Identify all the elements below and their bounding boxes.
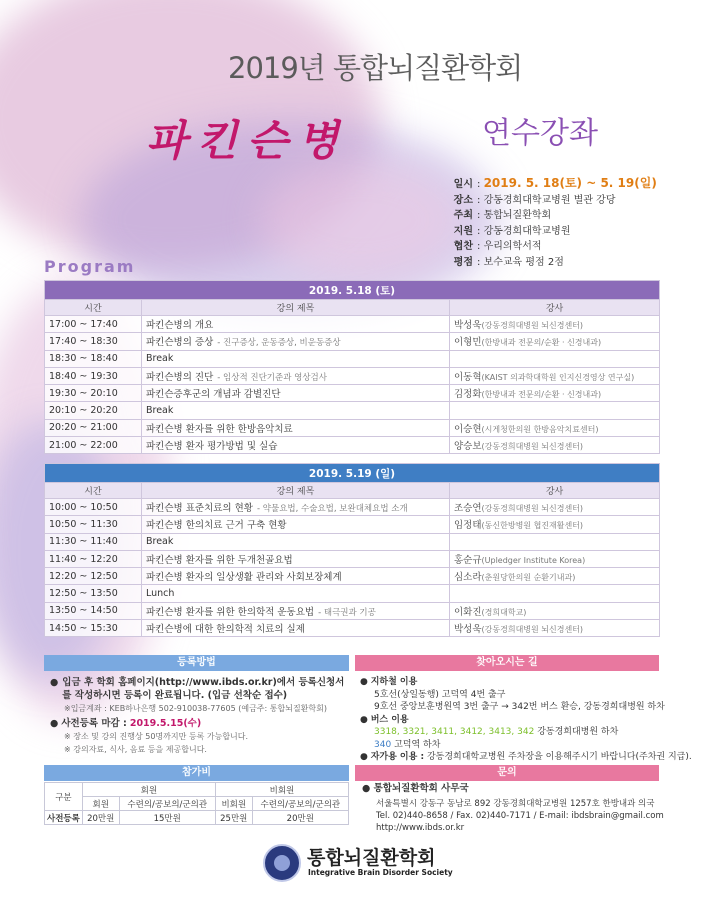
account-info: ※입금계좌 : KEB하나은행 502-910038-77605 (예금주: 통합뇌질환학회) [64,704,327,713]
table-row [45,516,660,533]
speaker-cell: 홍순규(Upledger Institute Korea) [450,550,660,567]
info-venue: 장소 : 강동경희대학교병원 별관 강당 [453,194,616,206]
speaker-cell: 양승보(강동경희대병원 뇌신경센터) [450,437,660,454]
day2-header: 2019. 5.19 (일) [45,464,660,483]
event-info [437,176,657,270]
speaker-cell [450,533,660,550]
time-cell: 17:00 ~ 17:40 [45,316,142,333]
registration-item: ● 입금 후 학회 홈페이지(http://www.ibds.or.kr)에서 등록신청서를 작성하시면 등록이 완료됩니다. (입금 선착순 접수) [50,677,345,701]
table-row [45,550,660,567]
year-title: 2019년 통합뇌질환학회 [228,51,523,85]
info-support: 지원 : 강동경희대학교병원 [453,225,571,237]
table-row [45,499,660,516]
time-cell: 18:30 ~ 18:40 [45,350,142,367]
table-row [45,602,660,619]
lecture-cell: 파킨슨증후군의 개념과 감별진단 [142,385,450,402]
table-row [45,620,660,637]
speaker-cell: 임정태(동신한방병원 협진재활센터) [450,516,660,533]
directions-heading: 찾아오시는 길 [355,655,659,671]
time-cell: 10:50 ~ 11:30 [45,516,142,533]
fees-table: 구분 회원 비회원 회원 수련의/공보의/군의관 비회원 수련의/공보의/군의관 사전등록 20만원 15만원 25만원 20만원 [44,782,349,825]
lecture-cell: 파킨슨병에 대한 한의학적 치료의 실제 [142,620,450,637]
lecture-cell: 파킨슨병 환자를 위한 한방음악치료 [142,419,450,436]
time-cell: 18:40 ~ 19:30 [45,367,142,384]
lecture-cell: 파킨슨병의 증상 - 진구증상, 운동증상, 비운동증상 [142,333,450,350]
brain-seal-icon [263,844,301,882]
deadline: ● 사전등록 마감 : 2019.5.15(수) [50,718,202,729]
table-row [45,437,660,454]
main-title: 파킨슨병 [146,116,349,165]
schedule-day2 [44,463,660,637]
time-cell: 13:50 ~ 14:50 [45,602,142,619]
speaker-cell: 조승연(강동경희대병원 뇌신경센터) [450,499,660,516]
time-cell: 12:50 ~ 13:50 [45,585,142,602]
time-cell: 12:20 ~ 12:50 [45,568,142,585]
table-row [45,316,660,333]
speaker-cell: 박성욱(강동경희대병원 뇌신경센터) [450,316,660,333]
column-headers: 시간 강의 제목 강사 [45,483,660,499]
time-cell: 19:30 ~ 20:10 [45,385,142,402]
time-cell: 14:50 ~ 15:30 [45,620,142,637]
lecture-cell: 파킨슨병 환자의 일상생활 관리와 사회보장체계 [142,568,450,585]
info-date: 일시 : 2019. 5. 18(토) ~ 5. 19(일) [453,176,657,190]
speaker-cell: 이승현(시게청한의원 한방음악치료센터) [450,419,660,436]
info-sponsor: 협찬 : 우리의학서적 [453,241,542,252]
speaker-cell: 김정화(한방내과 전문의/순환 · 신경내과) [450,385,660,402]
table-row [45,419,660,436]
lecture-cell: 파킨슨병 환자를 위한 한의학적 운동요법 - 태극권과 기공 [142,602,450,619]
directions-info: ● 지하철 이용 5호선(상일동행) 고덕역 4번 출구 9호선 중앙보훈병원역 3번 출구 → 342번 버스 환승, 강동경희대병원 하차 ● 버스 이용 3318, 3321, 3411, 3412, 3413, 342 강동경희대병원 하차 340 고덕역 하차 ● 자가용 이용 : 강동경희대학교병원 주차장을 이용해주시기 바랍니다(주차권 지급). [360,677,692,762]
poster: 2019년 통합뇌질환학회 파킨슨병 연수강좌 일시 : 2019. 5. 18(토) ~ 5. 19(일) 장소 : 강동경희대학교병원 별관 강당 주최 : 통합뇌질환학회 지원 : 강동경희대학교병원 협찬 : 우리의학서적 평점 : 보수교육 평점 2점 Program 2019. 5.18 (토) 시간 강의 제목 강사 17:00 ~ 17:40 파킨슨병의 개요 박성욱(강동경희대병원 뇌신경센터) 17:40 ~ 18:30 파킨슨병의 증상 - 진구증상, 운동증상, 비운동증상 이형민(한방내과 전문의/순환 · 신경내과) 18:30 ~ 18:40 Break 18:40 ~ 19:30 파킨슨병의 진단 - 임상적 진단기준과 영상검사 이동혁(KAIST 의과학대학원 인지신경영상 연구실) 19:30 ~ 20:10 파킨슨증후군의 개념과 감별진단 김정화(한방내과 전문의/순환 · 신경내과) 20:10 ~ 20:20 Break 20:20 ~ 21:00 파킨슨병 환자를 위한 한방음악치료 이승현(시게청한의원 한방음악치료센터) 21:00 ~ 22:00 파킨슨병 환자 평가방법 및 실습 양승보(강동경희대병원 뇌신경센터) 2019. 5.19 (일) 시간 강의 제목 강사 10:00 ~ 10:50 파킨슨병 표준치료의 현황 - 약물요법, 수술요법, 보완대체요법 소개 조승연(강동경희대병원 뇌신경센터) 10:50 ~ 11:30 파킨슨병 한의치료 근거 구축 현황 임정태(동신한방병원 협진재활센터) 11:30 ~ 11:40 Break 11:40 ~ 12:20 파킨슨병 환자를 위한 두개천골요법 홍순규(Upledger Institute Korea) 12:20 ~ 12:50 파킨슨병 환자의 일상생활 관리와 사회보장체계 심소라(춘원당한의원 순환기내과) 12:50 ~ 13:50 Lunch 13:50 ~ 14:50 파킨슨병 환자를 위한 한의학적 운동요법 - 태극권과 기공 이화진(경희대학교) 14:50 ~ 15:30 파킨슨병에 대한 한의학적 치료의 실제 박성욱(강동경희대병원 뇌신경센터) 등록방법 ● 입금 후 학회 홈페이지(http://www.ibds.or.kr)에서 등록신청서를 작성하시면 등록이 완료됩니다. (입금 선착순 접수) ※입금계좌 : KEB하나은행 502-910038-77605 (예금주: 통합뇌질환학회) ● 사전등록 마감 : 2019.5.15(수) ※ 장소 및 강의 진행상 50명까지만 등록 가능합니다. ※ 강의자료, 식사, 음료 등을 제공합니다. 찾아오시는 길 ● 지하철 이용 5호선(상일동행) 고덕역 4번 출구 9호선 중앙보훈병원역 3번 출구 → 342번 버스 환승, 강동경희대병원 하차 ● 버스 이용 3318, 3321, 3411, 3412, 3413, 342 강동경희대병원 하차 340 고덕역 하차 ● 자가용 이용 : 강동경희대학교병원 주차장을 이용해주시기 바랍니다(주차권 지급). 참가비 구분 회원 비회원 회원 수련의/공보의/군의관 비회원 수련의/공보의/군의관 사전등록 20만원 15만원 25만원 20만원 문의 ● 통합뇌질환학회 사무국 서울특별시 강동구 동남로 892 강동경희대학교병원 1257호 한방내과 의국 Tel. 02)440-8658 / Fax. 02)440-7171 / E-mail: ibdsbrain@gmail.com http://www.ibds.or.kr 통합뇌질환학회 Integrative Brain Disorder Society [0,0,701,904]
watercolor-wash [260,160,460,280]
table-row [45,585,660,602]
time-cell: 11:40 ~ 12:20 [45,550,142,567]
lecture-cell: 파킨슨병 환자를 위한 두개천골요법 [142,550,450,567]
column-headers: 시간 강의 제목 강사 [45,300,660,316]
lecture-cell: 파킨슨병 환자 평가방법 및 실습 [142,437,450,454]
time-cell: 20:10 ~ 20:20 [45,402,142,419]
day1-header: 2019. 5.18 (토) [45,281,660,300]
table-row [45,385,660,402]
table-row [45,568,660,585]
info-credit: 평점 : 보수교육 평점 2점 [453,256,564,268]
table-row [45,402,660,419]
time-cell: 21:00 ~ 22:00 [45,437,142,454]
contact-info: ● 통합뇌질환학회 사무국 서울특별시 강동구 동남로 892 강동경희대학교병원 1257호 한방내과 의국 Tel. 02)440-8658 / Fax. 02)440-7171 / E-mail: ibdsbrain@gmail.com http://www.ibds.or.kr [362,783,664,833]
registration-info: ● 입금 후 학회 홈페이지(http://www.ibds.or.kr)에서 등록신청서를 작성하시면 등록이 완료됩니다. (입금 선착순 접수) ※입금계좌 : KEB하나은행 502-910038-77605 (예금주: 통합뇌질환학회) ● 사전등록 마감 : 2019.5.15(수) ※ 장소 및 강의 진행상 50명까지만 등록 가능합니다. ※ 강의자료, 식사, 음료 등을 제공합니다. [50,676,350,756]
program-label: Program [44,257,136,276]
schedule-day1 [44,280,660,454]
speaker-cell [450,350,660,367]
time-cell: 17:40 ~ 18:30 [45,333,142,350]
speaker-cell: 이화진(경희대학교) [450,602,660,619]
speaker-cell: 이형민(한방내과 전문의/순환 · 신경내과) [450,333,660,350]
fees-heading: 참가비 [44,765,349,781]
time-cell: 20:20 ~ 21:00 [45,419,142,436]
speaker-cell: 이동혁(KAIST 의과학대학원 인지신경영상 연구실) [450,367,660,384]
speaker-cell: 심소라(춘원당한의원 순환기내과) [450,568,660,585]
course-title: 연수강좌 [482,116,598,151]
lecture-cell: 파킨슨병의 진단 - 임상적 진단기준과 영상검사 [142,367,450,384]
time-cell: 11:30 ~ 11:40 [45,533,142,550]
time-cell: 10:00 ~ 10:50 [45,499,142,516]
lecture-cell: Break [142,533,450,550]
lecture-cell: Break [142,350,450,367]
table-row [45,533,660,550]
table-row [45,367,660,384]
lecture-cell: 파킨슨병 표준치료의 현황 - 약물요법, 수술요법, 보완대체요법 소개 [142,499,450,516]
lecture-cell: Break [142,402,450,419]
contact-heading: 문의 [355,765,659,781]
speaker-cell [450,585,660,602]
info-host: 주최 : 통합뇌질환학회 [453,210,552,221]
lecture-cell: 파킨슨병의 개요 [142,316,450,333]
lecture-cell: 파킨슨병 한의치료 근거 구축 현황 [142,516,450,533]
lecture-cell: Lunch [142,585,450,602]
website-link[interactable]: http://www.ibds.or.kr [376,823,465,833]
table-row [45,333,660,350]
speaker-cell [450,402,660,419]
table-row [45,350,660,367]
registration-heading: 등록방법 [44,655,349,671]
speaker-cell: 박성욱(강동경희대병원 뇌신경센터) [450,620,660,637]
